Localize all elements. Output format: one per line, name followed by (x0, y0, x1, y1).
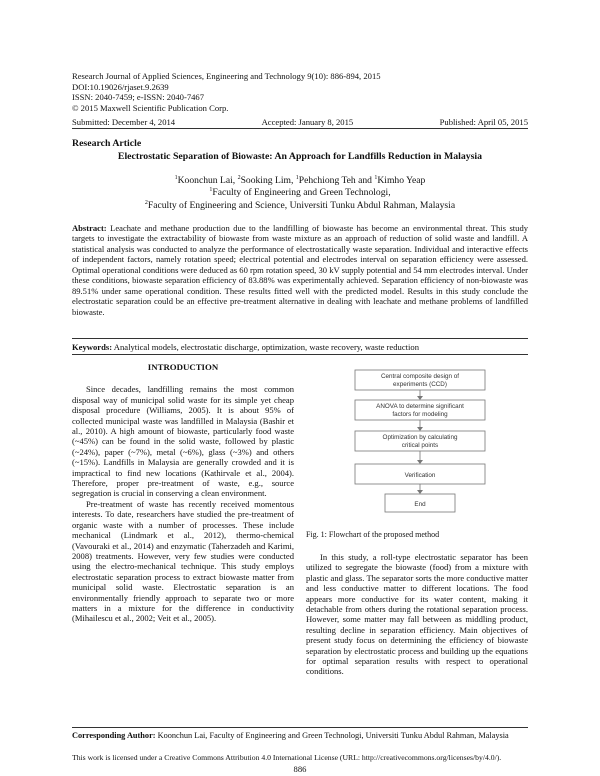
doi[interactable]: DOI:10.19026/rjaset.9.2639 (72, 81, 169, 92)
flow-verification-label: Verification (404, 472, 436, 479)
published-date: Published: April 05, 2015 (439, 117, 528, 127)
copyright: © 2015 Maxwell Scientific Publication Corp. (72, 102, 229, 113)
keywords-rule (72, 354, 528, 355)
flow-arrowhead-1 (417, 396, 423, 400)
accepted-date: Accepted: January 8, 2015 (261, 117, 354, 127)
flow-box-anova (355, 400, 485, 420)
abstract-label: Abstract: (72, 223, 107, 233)
flow-optimization-line1: Optimization by calculating (382, 434, 458, 441)
flow-arrowhead-3 (417, 460, 423, 464)
flow-ccd-line2: experiments (CCD) (393, 381, 447, 388)
affiliation-2: $^2$Faculty of Engineering and Science, Universiti Tunku Abdul Rahman, Malaysia (144, 199, 456, 211)
keywords-label: Keywords: (72, 342, 113, 352)
flow-anova-line1: ANOVA to determine significant (376, 403, 464, 410)
header-rule (72, 128, 528, 129)
flow-anova-line2: factors for modeling (392, 411, 448, 418)
left-column (72, 358, 294, 624)
flow-ccd-line1: Central composite design of (380, 373, 460, 380)
corresponding-author (72, 731, 528, 741)
page-number: 886 (293, 764, 307, 774)
abstract-text: Leachate and methane production due to the landfilling of biowaste has become an environmental threat. This study targets to investigate the extractability of biowaste from waste mixture as an approach of reduction of solid waste and landfill. A statistical analysis was conducted to analyze the performance of electrostatically waste separation. Individual and interactive effects of independent factors, namely rotation speed; electrical potential and electrodes interval on separation efficiency were assessed. Optimal operational conditions were deduced as 60 rpm rotation speed, 30 kV supply potential and 54 mm electrodes interval. Under these conditions, biowaste separation efficiency of 83.88% was experimentally achieved. Separation efficiency of non-biowaste was 89.51% under same operational condition. These results fitted well with the predicted model. Results in this study conclude the electrostatic separation could be an effective pre-treatment alternative in dealing with leachate and methane problems of landfilled biowaste. (72, 223, 529, 317)
right-column-text (306, 552, 528, 677)
article-type: Research Article (72, 138, 142, 149)
corresponding-text: Koonchun Lai, Faculty of Engineering and Green Technologi, Universiti Tunku Abdul Rahman, Malaysia (157, 731, 509, 740)
issn: ISSN: 2040-7459; e-ISSN: 2040-7467 (72, 92, 205, 103)
keywords-text: Analytical models, electrostatic discharge, optimization, waste recovery, waste reduction (113, 342, 420, 352)
keywords (72, 342, 528, 353)
flow-arrowhead-2 (417, 427, 423, 431)
submitted-date: Submitted: December 4, 2014 (72, 117, 176, 127)
journal-header (72, 71, 381, 113)
intro-heading: INTRODUCTION (147, 362, 219, 372)
abstract-rule (72, 338, 528, 339)
license-text[interactable]: This work is licensed under a Creative Commons Attribution 4.0 International License (URL: http://creativecommons.org/licenses/by/4.0/). (72, 753, 502, 762)
flow-box-optimization (355, 431, 485, 451)
article-title: Electrostatic Separation of Biowaste: An Approach for Landfills Reduction in Malaysia (117, 151, 483, 162)
abstract (72, 223, 528, 317)
flow-box-ccd (355, 370, 485, 390)
flow-box-end (385, 494, 455, 512)
author-line: $^1$Koonchun Lai, $^2$Sooking Lim, $^1$Pehchiong Teh and $^1$Kimho Yeap (174, 174, 426, 186)
figure-caption: Fig. 1: Flowchart of the proposed method (306, 530, 440, 539)
journal-citation: Research Journal of Applied Sciences, Engineering and Technology 9(10): 886-894, 2015 (72, 71, 381, 81)
flow-arrowhead-4 (417, 490, 423, 494)
affiliation-1: $^1$Faculty of Engineering and Green Technologi, (209, 187, 391, 199)
footer-rule (72, 727, 528, 728)
right-paragraph-1: In this study, a roll-type electrostatic separator has been utilized to segregate the biowaste (food) from a mixture with plastic and glass. The separator sorts the more conductive matter and less conductive matter to different locations. The food appears more conductive for its water content, making it detachable from others during the rotational separation process. However, some matter may fall between as middling product, resulting decline in separation efficiency. Main objectives of present study focus on determining the efficiency of biowaste separation by electrostatic process and building up the equations for optimal separation results with respect to operational conditions. (306, 552, 528, 677)
flow-box-verification (355, 464, 485, 484)
flow-end-label: End (414, 501, 426, 508)
flowchart-figure (330, 368, 510, 518)
intro-paragraph-2: Pre-treatment of waste has recently received momentous interests. To date, researchers have studied the pre-treatment of organic waste with a number of processes. These include mechanical (Lindmark et al., 2012), thermo-chemical (Vavouraki et al., 2014) and enzymatic (Taherzadeh and Karimi, 2008) treatments. However, very few studies were conducted using the electro-mechanical technique. This study employs electrostatic separation process to extract biowaste matter from municipal solid waste. Electrostatic separation is an environmentally friendly approach to separate two or more matters in a mixture for the difference in conductivity (Mihailescu et al., 2002; Veit et al., 2005). (72, 498, 294, 624)
author-block (72, 175, 528, 212)
flow-optimization-line2: critical points (401, 442, 439, 449)
intro-paragraph-1: Since decades, landfilling remains the most common disposal way of municipal solid waste for its simple yet cheap disposal procedure (Williams, 2005). It is about 95% of collected municipal waste was landfilled in Malaysia (Bashir et al., 2010). A high amount of biowaste, particularly food waste (~45%) can be found in the solid waste, followed by plastic (~24%), paper (~7%), metal (~6%), glass (~3%) and others (~15%). Landfills in Malaysia are generally crowded and it is impractical to find new locations (Kathirvale et al., 2004). Therefore, proper pre-treatment of waste, e.g., source segregation is crucial in conserving a clean environment. (72, 384, 294, 499)
corresponding-label: Corresponding Author: (72, 731, 156, 740)
article-dates (72, 117, 528, 127)
